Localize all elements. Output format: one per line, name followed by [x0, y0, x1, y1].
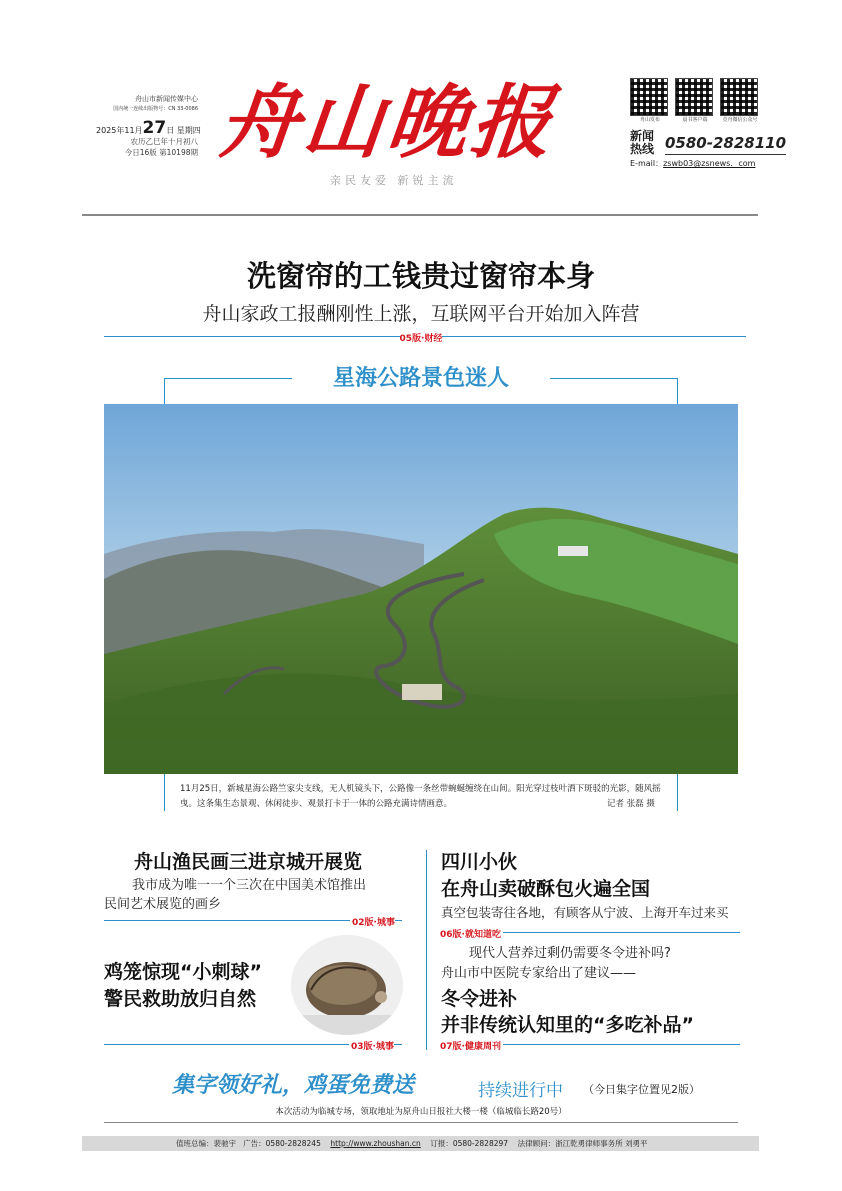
qr-code-icon [630, 78, 668, 116]
qr-label: 竞舟微信公众号 [722, 117, 758, 123]
lead-headline[interactable]: 洗窗帘的工钱贵过窗帘本身 [246, 259, 595, 293]
slogan: 亲民友爱 新锐主流 [330, 174, 458, 187]
hedgehog-headline-2[interactable]: 警民救助放归自然 [104, 988, 257, 1010]
email-label: E-mail： [630, 159, 664, 168]
qr-label: 舟山发布 [639, 117, 660, 123]
fisherman-painting-summary-1: 我市成为唯一一个三次在中国美术馆推出 [132, 878, 367, 893]
footer-website-link[interactable]: http://www.zhoushan.cn [330, 1139, 421, 1148]
pages: 今日16版 [124, 148, 157, 157]
date-day: 27 [142, 118, 167, 138]
license-number: 国内统一连续出版物号：CN 33-0086 [113, 106, 198, 112]
qr-label: 晨书客户端 [682, 117, 708, 123]
lead-tag[interactable]: 05版·财经 [399, 334, 443, 344]
weekday: 星期四 [176, 126, 201, 135]
hedgehog-icon [291, 935, 403, 1035]
issue-date [96, 118, 201, 138]
lunar-date: 农历乙巳年十月初八 [130, 137, 198, 146]
winter-tonic-intro-2: 舟山市中医院专家给出了建议—— [441, 966, 637, 981]
aerial-road-photo[interactable] [104, 404, 738, 774]
promo-headline[interactable]: 集字领好礼，鸡蛋免费送 [172, 1073, 415, 1098]
promo-note: （今日集字位置见2版） [583, 1083, 700, 1096]
column-divider [426, 850, 427, 1050]
fisherman-painting-headline[interactable]: 舟山渔民画三进京城开展览 [134, 851, 363, 873]
hotline-label-line2: 热线 [630, 142, 655, 156]
qr-code-icon [675, 78, 713, 116]
qr-item-3[interactable] [720, 78, 760, 123]
mountain-road-image [104, 404, 738, 774]
footer-editor: 值班总编：裴驰宇 [176, 1139, 236, 1148]
page-count [100, 147, 198, 158]
photo-caption [180, 782, 662, 812]
qr-code-icon [720, 78, 758, 116]
news-hotline[interactable]: 0580-2828110 [665, 134, 786, 155]
footer-bar [82, 1136, 759, 1151]
date-day-suffix: 日 [166, 126, 175, 135]
hotline-label-line1: 新闻 [630, 129, 655, 143]
promo-subtext: 本次活动为临城专场，领取地址为原舟山日报社大楼一楼（临城临长路20号） [275, 1107, 567, 1117]
qr-code-group [630, 78, 760, 123]
email-address: zswb03@zsnews．com [663, 159, 756, 168]
issue-number: 第10198期 [159, 148, 198, 157]
hedgehog-photo[interactable] [291, 935, 403, 1035]
winter-tonic-headline-1[interactable]: 冬令进补 [441, 988, 518, 1010]
winter-tonic-headline-2[interactable]: 并非传统认知里的“多吃补品” [441, 1014, 694, 1036]
footer-line [82, 1136, 759, 1151]
hedgehog-headline-1[interactable]: 鸡笼惊现“小刺球” [104, 961, 262, 983]
bun-summary: 真空包装寄往各地，有顾客从宁波、上海开车过来买 [441, 905, 729, 920]
fisherman-painting-summary-2: 民间艺术展览的画乡 [104, 897, 222, 912]
lead-subhead: 舟山家政工报酬刚性上涨，互联网平台开始加入阵营 [202, 303, 640, 325]
newspaper-logo: 舟山晚报 [214, 75, 561, 169]
bun-headline-1[interactable]: 四川小伙 [441, 851, 518, 873]
promo-status: 持续进行中 [478, 1081, 563, 1101]
masthead-rule [82, 214, 758, 216]
promo-rule [104, 1122, 738, 1123]
footer-ad-phone: 广告：0580-2828245 [243, 1139, 321, 1148]
photo-title[interactable]: 星海公路景色迷人 [292, 364, 550, 394]
hedgehog-tag[interactable]: 03版·城事 [349, 1039, 394, 1052]
bun-headline-2[interactable]: 在舟山卖破酥包火遍全国 [441, 878, 651, 900]
footer-subscribe-phone: 订报：0580-2828297 [430, 1139, 509, 1148]
footer-legal: 法律顾问：浙江乾勇律师事务所 刘勇平 [517, 1139, 648, 1148]
date-month: 2025年11月 [96, 126, 143, 135]
winter-tonic-tag[interactable]: 07版·健康周刊 [440, 1039, 503, 1052]
caption-text: 11月25日，新城星海公路竺家尖支线，无人机镜头下，公路像一条丝带蜿蜒缠绕在山间。阳光穿过枝叶洒下斑驳的光影，随风摇曳。这条集生态景观、休闲徒步、观景打卡于一体的公路充满诗情画意。 [180, 784, 661, 809]
org-name: 舟山市新闻传媒中心 [135, 95, 198, 103]
hotline-label [630, 130, 654, 156]
winter-tonic-intro-1: 现代人营养过剩仍需要冬令进补吗? [469, 946, 671, 961]
photo-credit: 记者 张磊 摄 [607, 799, 655, 809]
qr-item-1[interactable] [630, 78, 670, 123]
email[interactable] [630, 158, 755, 169]
qr-item-2[interactable] [675, 78, 715, 123]
bun-tag[interactable]: 06版·就知道吃 [440, 927, 503, 940]
fisherman-painting-tag[interactable]: 02版·城事 [350, 915, 395, 928]
